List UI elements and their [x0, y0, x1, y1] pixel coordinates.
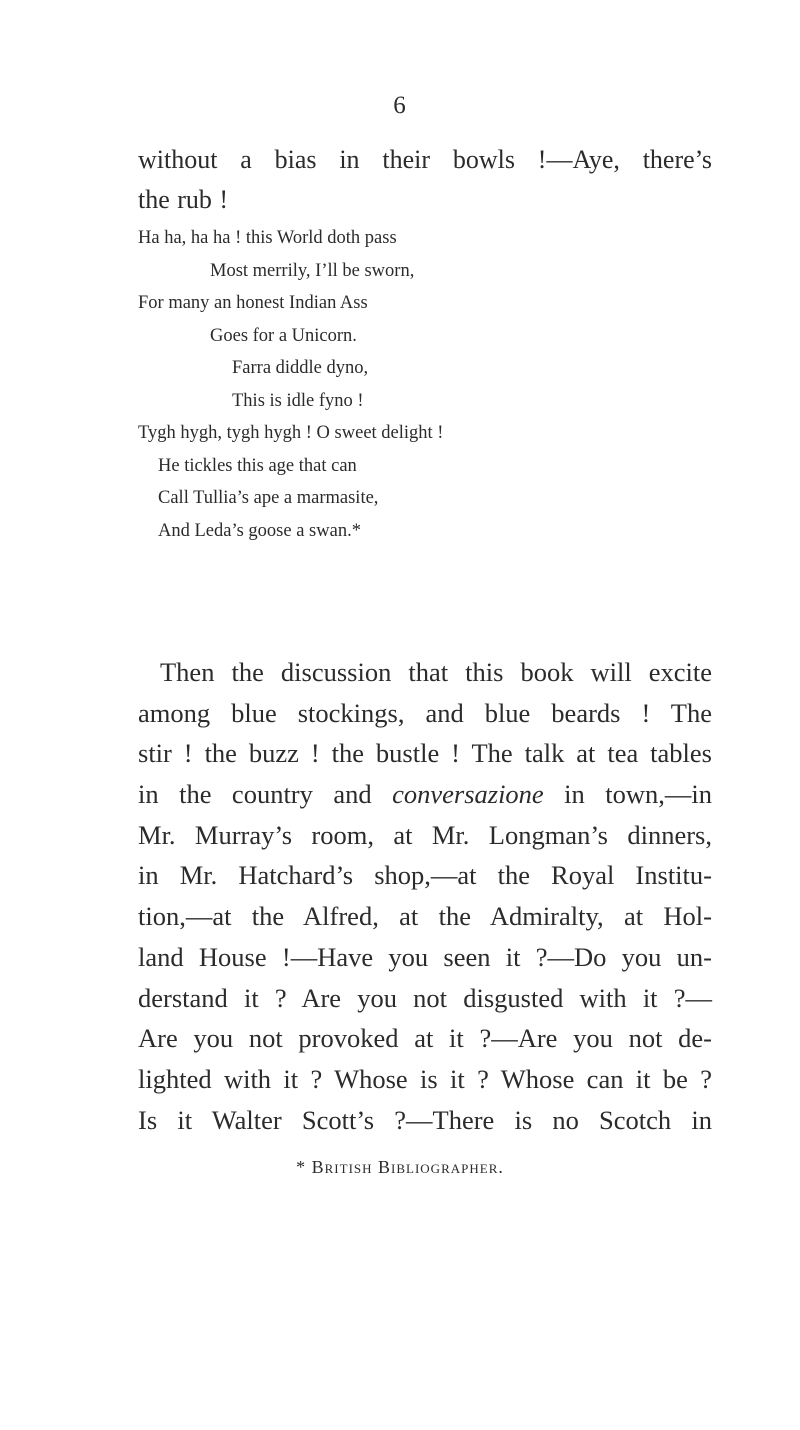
text-line: among blue stockings, and blue beards ! The: [138, 697, 712, 728]
text-line: derstand it ? Are you not disgusted with it ?—: [138, 982, 712, 1013]
italic-term: conversazione: [392, 779, 544, 810]
opening-text: [138, 140, 712, 220]
poem-line: Farra diddle dyno,: [232, 358, 369, 378]
text-line: tion,—at the Alfred, at the Admiralty, at Hol-: [138, 901, 712, 932]
poem-line: Tygh hygh, tygh hygh ! O sweet delight !: [138, 423, 444, 443]
page-number: 6: [393, 92, 407, 119]
text-line: in Mr. Hatchard’s shop,—at the Royal Institu-: [138, 860, 712, 891]
poem-line: Ha ha, ha ha ! this World doth pass: [138, 228, 397, 248]
text-segment: in the country and: [138, 779, 393, 810]
text-line: lighted with it ? Whose is it ? Whose can it be ?: [138, 1063, 712, 1094]
text-line: Mr. Murray’s room, at Mr. Longman’s dinners,: [138, 819, 712, 850]
footnote: * British Bibliographer.: [296, 1157, 504, 1177]
text-line: Is it Walter Scott’s ?—There is no Scotch in: [138, 1104, 712, 1135]
poem-line: Most merrily, I’ll be sworn,: [210, 260, 415, 281]
poem-line: Call Tullia’s ape a marmasite,: [158, 488, 379, 508]
text-line: Are you not provoked at it ?—Are you not de-: [138, 1023, 712, 1054]
text-line: Then the discussion that this book will excite: [160, 657, 712, 687]
poem-verse: [138, 222, 698, 547]
text-line: without a bias in their bowls !—Aye, there’s: [138, 145, 712, 174]
text-line: stir ! the buzz ! the bustle ! The talk at tea tables: [138, 738, 712, 769]
text-segment: in town,—in: [543, 779, 712, 810]
text-line: land House !—Have you seen it ?—Do you un-: [138, 941, 712, 972]
poem-line: This is idle fyno !: [232, 390, 364, 411]
poem-line: For many an honest Indian Ass: [138, 293, 368, 313]
text-line: [138, 774, 712, 815]
text-line: the rub !: [138, 185, 229, 214]
main-paragraph: [138, 652, 712, 1140]
poem-line: Goes for a Unicorn.: [210, 325, 357, 346]
poem-line: He tickles this age that can: [158, 455, 357, 476]
poem-line: And Leda’s goose a swan.*: [158, 520, 361, 541]
